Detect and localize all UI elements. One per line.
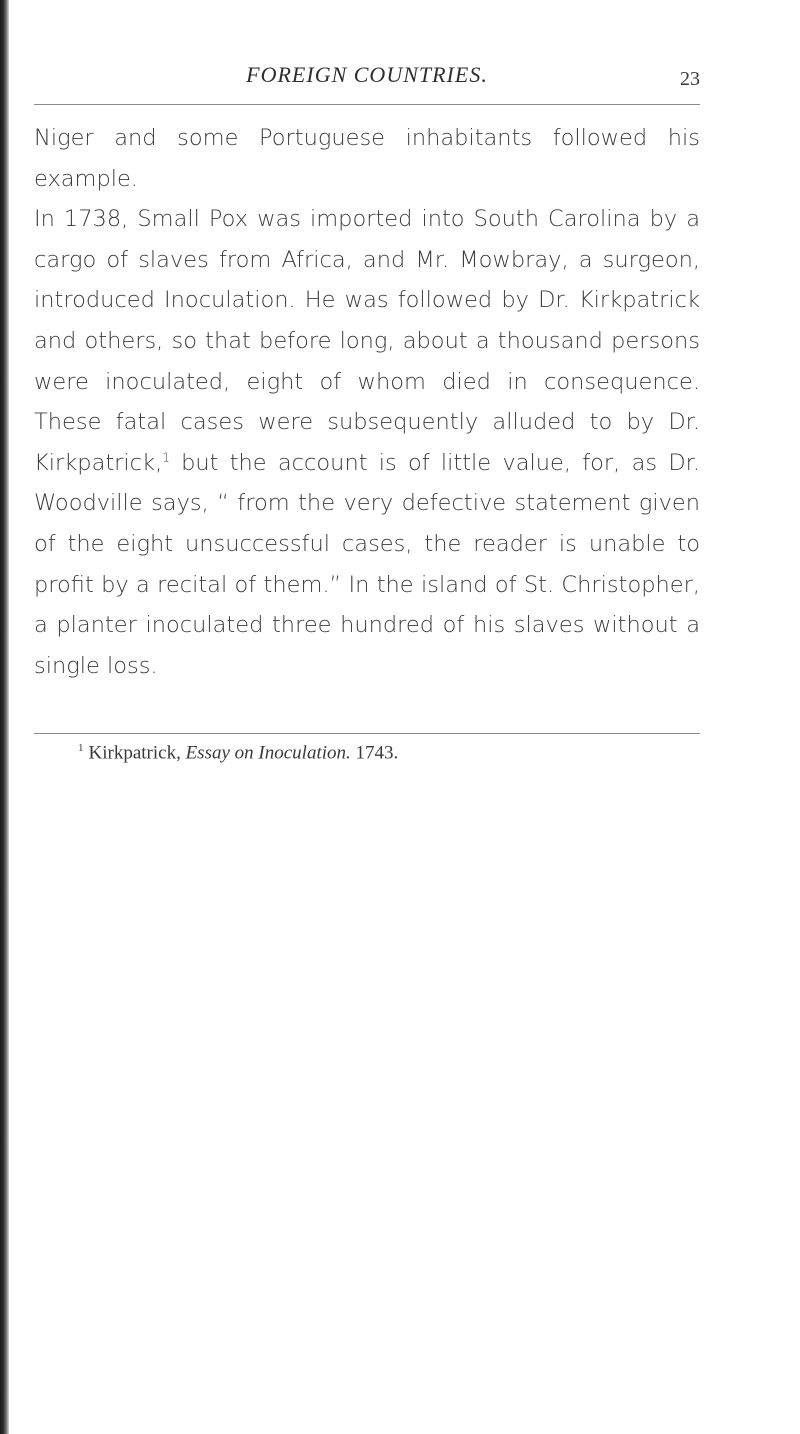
footnote-year: 1743. [350, 742, 399, 764]
footnote-mark: 1 [78, 742, 84, 754]
running-title: FOREIGN COUNTRIES. [246, 62, 488, 87]
footnote-reference: 1 [162, 450, 170, 465]
body-text [34, 118, 700, 686]
footnote-author: Kirkpatrick, [88, 742, 186, 764]
paragraph-2-text-a: In 1738, Small Pox was imported into South Carolina by a cargo of slaves from Africa, and Mr. Mowbray, a surgeon, introduced Inoculation. He was followed by Dr. Kirkpatrick and others, so that before long, about a thousand persons were inoculated, eight of whom died in consequence. These fatal cases were subsequently alluded to by Dr. Kirkpatrick, [34, 206, 700, 476]
footnote-title: Essay on Inoculation. [185, 742, 351, 764]
paragraph-2-text-b: but the account is of little value, for, as Dr. Woodville says, “ from the very defective statement given of the eight unsuccessful cases, the reader is unable to profit by a recital of them.” In the island of St. Christopher, a planter inoculated three hundred of his slaves without a single loss. [34, 449, 700, 679]
paragraph-2 [34, 199, 700, 686]
running-header [34, 62, 700, 102]
scan-page-edge [0, 0, 9, 1434]
footnote-rule [34, 733, 700, 734]
footnote [78, 742, 398, 764]
header-rule [34, 104, 700, 105]
paragraph-1: Niger and some Portuguese inhabitants followed his example. [34, 125, 700, 192]
page-number: 23 [680, 68, 700, 90]
